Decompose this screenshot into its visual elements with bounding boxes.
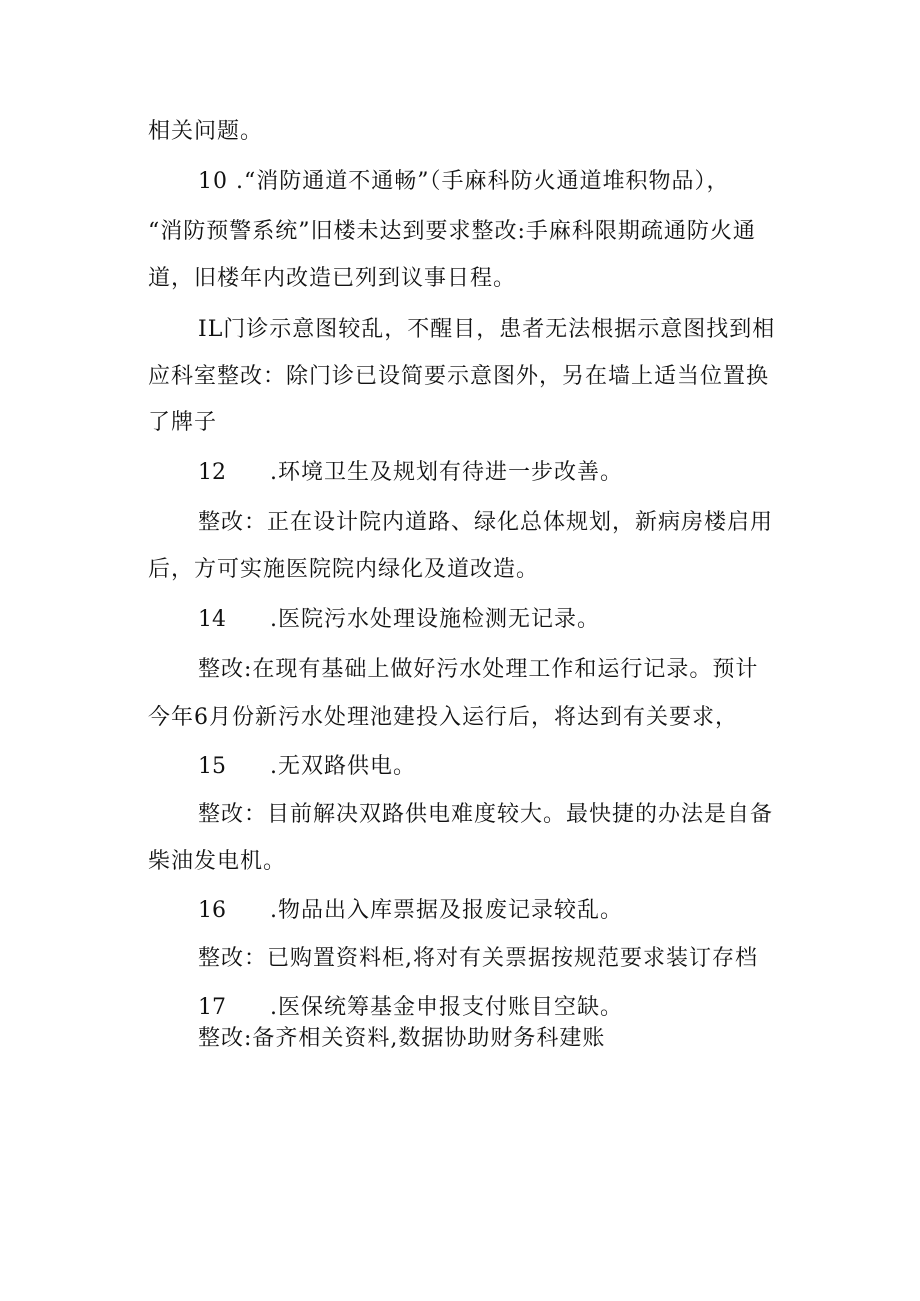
item-number: 15 <box>198 754 226 779</box>
text-line: 整改:在现有基础上做好污水处理工作和运行记录。预计 <box>198 657 759 682</box>
item-text: .医保统筹基金申报支付账目空缺。 <box>270 995 623 1020</box>
item-number: 17 <box>198 995 226 1020</box>
text-line: 整改：正在设计院内道路、绿化总体规划，新病房楼启用 <box>198 510 774 535</box>
text-line: 10 .“消防通道不通畅”（手麻科防火通道堆积物品）， <box>198 169 730 194</box>
numbered-item <box>198 605 838 635</box>
item-text: .医院污水处理设施检测无记录。 <box>270 607 600 632</box>
text-line: “消防预警系统”旧楼未达到要求整改:手麻科限期疏通防火通 <box>148 219 756 244</box>
numbered-item <box>198 752 838 782</box>
numbered-item <box>198 458 838 488</box>
text-line: 道，旧楼年内改造已列到议事日程。 <box>148 266 517 291</box>
text-line: 了牌子 <box>148 410 218 435</box>
numbered-item <box>198 896 838 926</box>
text-line: 柴油发电机。 <box>148 849 287 874</box>
text-line: 今年6月份新污水处理池建投入运行后，将达到有关要求， <box>148 705 738 730</box>
item-text: .环境卫生及规划有待进一步改善。 <box>270 460 623 485</box>
text-line: IL门诊示意图较乱，不醒目，患者无法根据示意图找到相 <box>198 317 776 342</box>
text-line: 整改：目前解决双路供电难度较大。最快捷的办法是自备 <box>198 802 774 827</box>
item-text: .无双路供电。 <box>270 754 416 779</box>
text-line: 整改:备齐相关资料,数据协助财务科建账 <box>198 1026 606 1051</box>
item-number: 14 <box>198 607 226 632</box>
text-line: 后，方可实施医院院内绿化及道改造。 <box>148 557 540 582</box>
text-line: 应科室整改：除门诊已设简要示意图外，另在墙上适当位置换 <box>148 364 770 389</box>
text-line: 相关问题。 <box>148 119 264 144</box>
item-number: 12 <box>198 460 226 485</box>
item-number: 16 <box>198 898 226 923</box>
text-line: 整改：已购置资料柜,将对有关票据按规范要求装订存档 <box>198 946 758 971</box>
numbered-item <box>198 993 838 1023</box>
item-text: .物品出入库票据及报废记录较乱。 <box>270 898 623 923</box>
